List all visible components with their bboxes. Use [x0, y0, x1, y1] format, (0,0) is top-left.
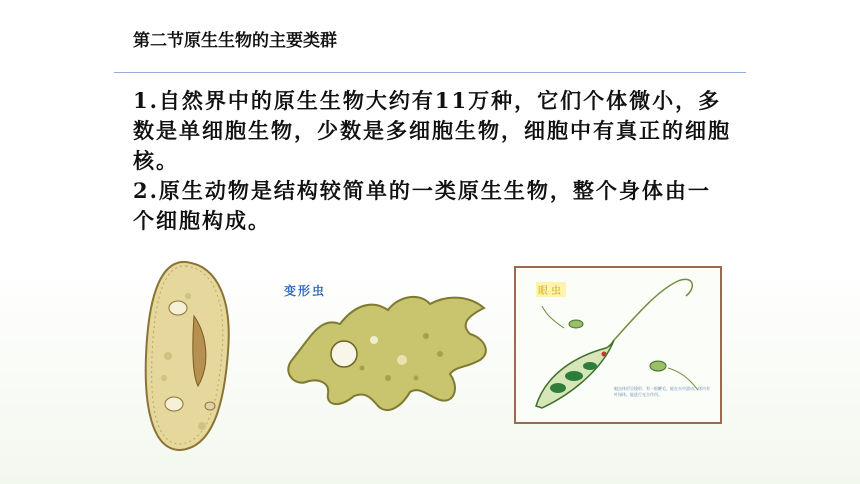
euglena-caption: 眼虫体形呈梭形，有一根鞭毛，能在水中游动；体内有叶绿体，能进行光合作用。: [614, 386, 710, 397]
amoeba-illustration: [270, 268, 500, 428]
euglena-illustration: [514, 266, 722, 424]
amoeba-label: 变形虫: [284, 284, 327, 298]
paragraph-2: 2.原生动物是结构较简单的一类原生生物，整个身体由一个细胞构成。: [133, 178, 711, 233]
paragraph-1: 1.自然界中的原生生物大约有11万种，它们个体微小，多数是单细胞生物，少数是多细胞生物，细胞中有真正的细胞核。: [133, 88, 731, 173]
paramecium-illustration: [128, 256, 248, 456]
euglena-label: 眼虫: [536, 282, 566, 297]
slide-title: 第二节原生生物的主要类群: [133, 31, 337, 51]
title-divider: [114, 72, 746, 73]
body-text: [133, 86, 733, 236]
paramecium-icon: [128, 256, 248, 456]
